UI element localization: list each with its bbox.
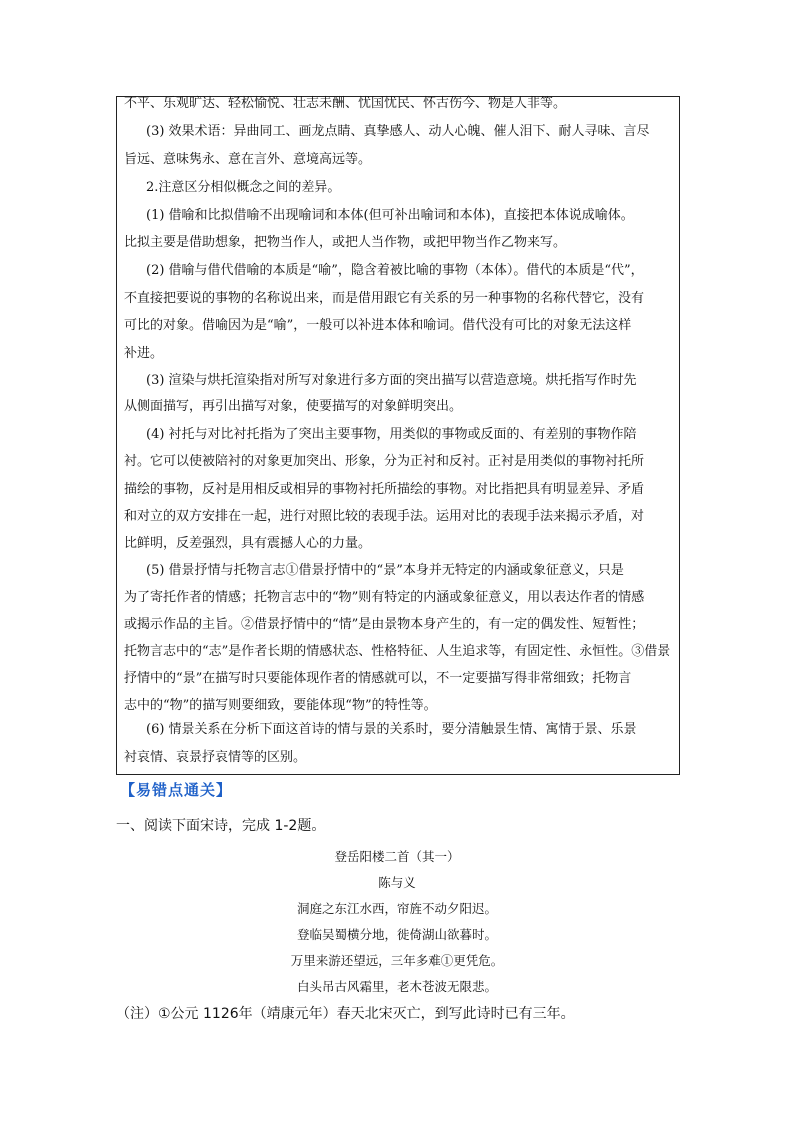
box-line-14: 衬。它可以使被陪衬的对象更加突出、形象，分为正衬和反衬。正衬是用类似的事物衬托所	[124, 454, 645, 469]
box-line-21: 托物言志中的“志”是作者长期的情感状态、性格特征、人生追求等，有固定性、永恒性。③借景	[124, 644, 671, 659]
box-line-16: 和对立的双方安排在一起，进行对照比较的表现手法。运用对比的表现手法来揭示矛盾，对	[124, 509, 645, 524]
question-prompt: 一、阅读下面宋诗，完成 1-2题。	[116, 818, 326, 834]
box-line-15: 描绘的事物，反衬是用相反或相异的事物衬托所描绘的事物。对比指把具有明显差异、矛盾	[124, 482, 645, 497]
box-line-10: 补进。	[124, 346, 164, 361]
poem-line-2: 登临吴蜀横分地，徙倚湖山欲暮时。	[296, 927, 497, 942]
box-line-11: (3) 渲染与烘托渲染指对所写对象进行多方面的突出描写以营造意境。烘托指写作时先	[146, 373, 637, 388]
box-line-2: (3) 效果术语：异曲同工、画龙点睛、真挚感人、动人心魄、催人泪下、耐人寻味、言尽	[146, 124, 650, 139]
box-line-19: 为了寄托作者的情感；托物言志中的“物”则有特定的内涵或象征意义，用以表达作者的情感	[124, 590, 645, 605]
box-line-18: (5) 借景抒情与托物言志①借景抒情中的“景”本身并无特定的内涵或象征意义，只是	[146, 563, 624, 578]
box-line-24: (6) 情景关系在分析下面这首诗的情与景的关系时，要分清触景生情、寓情于景、乐景	[146, 722, 637, 737]
box-line-7: (2) 借喻与借代借喻的本质是“喻”，隐含着被比喻的事物（本体）。借代的本质是“代”，	[146, 263, 644, 278]
box-line-25: 衬哀情、哀景抒哀情等的区别。	[124, 750, 307, 765]
box-line-17: 比鲜明，反差强烈，具有震撼人心的力量。	[124, 536, 372, 551]
poem-author: 陈与义	[378, 875, 416, 890]
footnote: （注）①公元 1126年（靖康元年）春天北宋灭亡，到写此诗时已有三年。	[116, 1006, 575, 1022]
box-line-23: 志中的“物”的描写则要细致，要能体现“物”的特性等。	[124, 698, 437, 713]
poem-line-4: 白头吊古风霜里，老木苍波无限悲。	[296, 979, 497, 994]
poem-title: 登岳阳楼二首（其一）	[334, 849, 460, 864]
box-line-13: (4) 衬托与对比衬托指为了突出主要事物，用类似的事物或反面的、有差别的事物作陪	[146, 427, 637, 442]
box-line-1: 不平、乐观旷达、轻松愉悦、壮志未酬、忧国忧民、怀古伤今、物是人非等。	[124, 96, 567, 111]
box-line-6: 比拟主要是借助想象，把物当作人，或把人当作物，或把甲物当作乙物来写。	[124, 235, 567, 250]
section-title: 【易错点通关】	[120, 781, 233, 799]
box-line-20: 或揭示作品的主旨。②借景抒情中的“情”是由景物本身产生的，有一定的偶发性、短暂性；	[124, 617, 645, 632]
poem-line-3: 万里来游还望远，三年多难①更凭危。	[290, 953, 504, 968]
box-line-4: 2.注意区分相似概念之间的差异。	[146, 180, 341, 195]
box-line-8: 不直接把要说的事物的名称说出来，而是借用跟它有关系的另一种事物的名称代替它，没有	[124, 291, 645, 306]
box-line-12: 从侧面描写，再引出描写对象，使要描写的对象鲜明突出。	[124, 399, 463, 414]
box-line-9: 可比的对象。借喻因为是“喻”，一般可以补进本体和喻词。借代没有可比的对象无法这样	[124, 318, 632, 333]
box-line-22: 抒情中的“景”在描写时只要能体现作者的情感就可以，不一定要描写得非常细致；托物言	[124, 671, 632, 686]
box-line-3: 旨远、意味隽永、意在言外、意境高远等。	[124, 152, 372, 167]
box-line-5: (1) 借喻和比拟借喻不出现喻词和本体(但可补出喻词和本体)，直接把本体说成喻体。	[146, 208, 634, 223]
poem-line-1: 洞庭之东江水西，帘旌不动夕阳迟。	[296, 901, 497, 916]
